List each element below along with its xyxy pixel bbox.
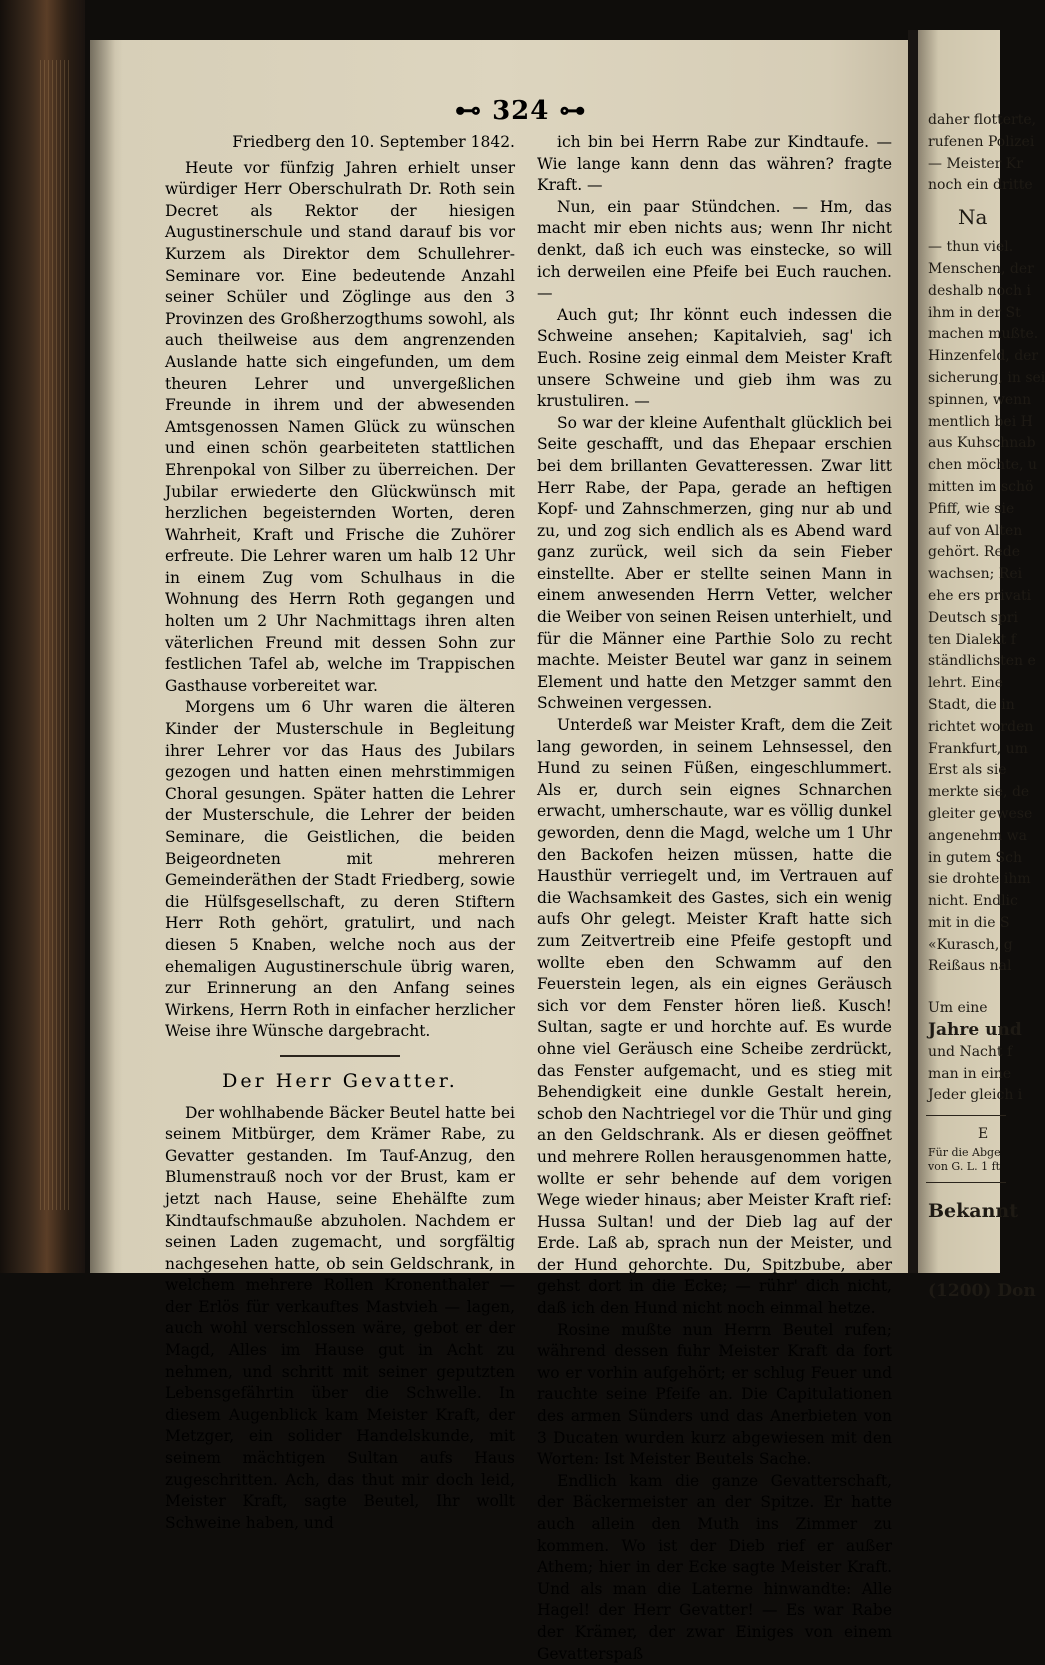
facing-middle-lines: [918, 237, 1045, 978]
paragraph: Unterdeß war Meister Kraft, dem die Zeit lang geworden, in seinem Lehnsessel, den Hund zu seinen Füßen, eingeschlummert. Als er, durch sein eignes Schnarchen erwacht, umherschaute, war es völlig dunkel geworden, denn die Magd, welche um 1 Uhr den Backofen heizen müssen, hatte die Hausthür verriegelt und, im Vertrauen auf die Wachsamkeit des Gastes, sich ein wenig aufs Ohr gelegt. Meister Kraft hatte sich zum Zeitvertreib eine Pfeife gestopft und wollte eben den Schwamm auf den Feuerstein legen, als ein eignes Geräusch sich vor dem Fenster hören ließ. Kusch! Sultan, sagte er und horchte auf. Es wurde ohne viel Geräusch eine Scheibe zerdrückt, das Fenster aufgemacht, und es stieg mit Behendigkeit eine dunkle Gestalt herein, schob den Nachtriegel vor die Thür und ging an den Geldschrank. Als er diesen geöffnet und mehrere Rollen herausgenommen hatte, wollte er sehr behende auf dem vorigen Wege wieder hinaus; aber Meister Kraft rief: Hussa Sultan! und der Dieb lag auf der Erde. Laß ab, sprach nun der Meister, und der Hund gehorchte. Du, Spitzbube, aber gehst dort in die Ecke; — rühr' dich nicht, daß ich den Hund nicht noch einmal hetze.: [537, 716, 892, 1318]
facing-divider: [926, 1182, 1006, 1183]
facing-line: daher flotterte,: [928, 112, 1037, 128]
paragraph: Morgens um 6 Uhr waren die älteren Kinder der Musterschule in Begleitung ihrer Lehrer vor das Haus des Jubilars gezogen und hatten einen mehrstimmigen Choral gesungen. Später hatten die Lehrer der Musterschule, die Lehrer der beiden Seminare, die Geistlichen, die beiden Beigeordneten mit mehreren Gemeinderäthen der Stadt Friedberg, sowie die Hülfsgesellschaft, zu deren Stiftern Herr Roth gehört, gratulirt, und nach diesen 5 Knaben, welche noch aus der ehemaligen Augustinerschule übrig waren, zur Erinnerung an den Anfang seines Wirkens, Herrn Roth in einfacher herzlicher Weise ihre Wünsche dargebracht.: [165, 698, 515, 1041]
facing-line: Menschen, der: [928, 260, 1034, 277]
paragraph: So war der kleine Aufenthalt glücklich bei Seite geschafft, und das Ehepaar erschien bei dem brillanten Gevatteressen. Zwar litt Herr Rabe, der Papa, gerade an heftigen Kopf- und Zahnschmerzen, ging nur ab und zu, und zog sich endlich als es Abend ward ganz zurück, weil sich da sein Fieber einstellte. Aber er stellte seinen Mann in einem anwesenden Herrn Vetter, welcher die Weiber von seinen Reisen unterhielt, und für die Männer eine Parthie Solo zu recht machte. Meister Beutel war ganz in seinem Element und hatte den Metzger sammt den Schweinen vergessen.: [537, 413, 892, 713]
facing-line: von G. L. 1 ft: [928, 1160, 1001, 1174]
facing-line: ihm in der St: [928, 304, 1021, 321]
page-fold-shadow: [90, 40, 115, 1273]
facing-line: lehrt. Eine: [928, 675, 1003, 692]
facing-page: [918, 30, 1045, 1302]
facing-line: angenehm wa: [928, 827, 1027, 844]
page-header: [455, 96, 586, 126]
facing-line: nicht. Endlic: [928, 893, 1018, 910]
facing-line: wachsen; Rei: [928, 566, 1023, 583]
facing-line: mentlich bei H: [928, 413, 1033, 430]
facing-line: E: [978, 1126, 989, 1143]
right-column: [537, 132, 892, 1665]
facing-line: sie drohte ihm: [928, 871, 1031, 888]
facing-line: — thun viel.: [928, 239, 1014, 256]
facing-line: Frankfurt, um: [928, 740, 1028, 757]
facing-notice: (1200) Don: [928, 1281, 1036, 1302]
facing-line: Pfiff, wie sie: [928, 500, 1015, 517]
facing-line: noch ein dritte: [928, 177, 1033, 194]
header-ornament-right: ⊶: [559, 96, 587, 126]
facing-line: Für die Abge: [928, 1146, 1001, 1160]
facing-line: aus Kuhschnab: [928, 435, 1036, 452]
facing-line: auf von Alten: [928, 522, 1023, 539]
facing-line: Jeder gleich i: [928, 1087, 1023, 1104]
section-divider: [280, 1055, 400, 1057]
paragraph: Rosine mußte nun Herrn Beutel rufen; während dessen fuhr Meister Kraft da fort wo er vorhin aufgehört; er schlug Feuer und rauchte seine Pfeife an. Die Capitulationen des armen Sünders und das Anerbieten von 3 Ducaten wurden kurz abgewiesen mit den Worten: Ist Meister Beutels Sache.: [537, 1320, 892, 1469]
facing-line: gleiter gewese: [928, 805, 1033, 822]
facing-line: gehört. Rede: [928, 544, 1020, 561]
facing-divider: [926, 1115, 1006, 1116]
facing-line: in gutem Sch: [928, 849, 1023, 866]
book-spine: [0, 0, 85, 1273]
paragraph: ich bin bei Herrn Rabe zur Kindtaufe. — Wie lange kann denn das währen? fragte Kraft. —: [537, 133, 892, 195]
facing-line: Deutsch spri: [928, 609, 1018, 626]
facing-line: machen mußte.: [928, 326, 1039, 343]
facing-line: Jahre und: [928, 1020, 1022, 1041]
facing-line: chen möchte, u: [928, 457, 1037, 474]
facing-line: ten Dialekt f: [928, 631, 1016, 648]
facing-line: «Kurasch, g: [928, 936, 1013, 953]
dateline: Friedberg den 10. September 1842.: [232, 133, 515, 151]
header-ornament-left: ⊷: [455, 96, 482, 126]
facing-line: ständlichsten e: [928, 653, 1036, 670]
facing-line: richtet worden: [928, 718, 1034, 735]
page-edges: [40, 60, 70, 1210]
facing-line: Stadt, die in: [928, 696, 1015, 713]
facing-line: Erst als sie: [928, 762, 1007, 779]
facing-line: Hinzenfeld, der: [928, 348, 1039, 365]
facing-line: Um eine: [928, 1000, 988, 1017]
facing-heading: Na: [958, 205, 988, 230]
facing-line: rufenen Polizei: [928, 133, 1035, 150]
facing-line: ehe ers privati: [928, 587, 1032, 604]
left-column: [165, 132, 515, 1534]
page-number: 324: [492, 96, 550, 126]
paragraph: Endlich kam die ganze Gevatterschaft, der Bäckermeister an der Spitze. Er hatte auch allein den Muth ins Zimmer zu kommen. Wo ist der Dieb rief er außer Athem; hier in der Ecke sagte Meister Kraft. Und als man die Laterne hinwandte: Alle Hagel! der Herr Gevatter! — Es war Rabe der Krämer, der zwar Einiges von einem Gevatterspaß: [537, 1471, 892, 1663]
facing-line: und Nacht f: [928, 1043, 1013, 1060]
facing-line: sicherung, in sei: [928, 369, 1045, 386]
facing-line: man in eine: [928, 1065, 1012, 1082]
facing-line: merkte sie, de: [928, 784, 1030, 801]
paragraph: Nun, ein paar Stündchen. — Hm, das macht mir eben nichts aus; wenn Ihr nicht denkt, daß ich euch was einstecke, so will ich derweilen eine Pfeife bei Euch rauchen. —: [537, 197, 892, 303]
facing-heading-bekannt: Bekannt: [928, 1200, 1019, 1223]
facing-line: mitten im schö: [928, 478, 1034, 495]
facing-line: deshalb noch i: [928, 282, 1031, 299]
paragraph: Der wohlhabende Bäcker Beutel hatte bei seinem Mitbürger, dem Krämer Rabe, zu Gevatter gestanden. Im Tauf-Anzug, den Blumenstrauß noch vor der Brust, kam er jetzt nach Hause, seine Ehehälfte zum Kindtaufschmauße abzuholen. Nachdem er seinen Laden zugemacht, und sorgfältig nachgesehen hatte, ob sein Geldschrank, in welchem mehrere Rollen Kronenthaler — der Erlös für verkauftes Mastvieh — lagen, auch wohl verschlossen wäre, gebot er der Magd, Alles im Hause gut in Acht zu nehmen, und schritt mit seiner geputzten Lebensgefährtin über die Schwelle. In diesem Augenblick kam Meister Kraft, der Metzger, ein solider Handelskunde, mit seinem mächtigen Sultan aufs Haus zugeschritten. Ach, das thut mir doch leid, Meister Kraft, sagte Beutel, Ihr wollt Schweine haben, und: [165, 1103, 515, 1532]
paragraph: Auch gut; Ihr könnt euch indessen die Schweine ansehen; Kapitalvieh, sag' ich Euch. Rosine zeig einmal dem Meister Kraft unsere Schweine und gieb ihm was zu krustuliren. —: [537, 305, 892, 411]
paragraph: Heute vor fünfzig Jahren erhielt unser würdiger Herr Oberschulrath Dr. Roth sein Decret als Rektor der hiesigen Augustinerschule und stand darauf bis vor Kurzem als Direktor dem Schullehrer-Seminare vor. Eine bedeutende Anzahl seiner Schüler und Zöglinge aus den 3 Provinzen des Großherzogthums sowohl, als auch theilweise aus dem angrenzenden Auslande hatte sich eingefunden, um dem theuren Lehrer und unvergeßlichen Freunde in ihrem und der abwesenden Amtsgenossen Namen Glück zu wünschen und einen schön gearbeiteten stattlichen Ehrenpokal von Silber zu überreichen. Der Jubilar erwiederte den Glückwünsch mit herzlichen begeisternden Worten, deren Wahrheit, Kraft und Frische die Zuhörer erfreute. Die Lehrer waren um halb 12 Uhr in einem Zug vom Schulhaus in die Wohnung des Herrn Roth gegangen und holten um 2 Uhr Nachmittags ihren alten väterlichen Freund mit dessen Sohn zur festlichen Tafel ab, welche im Trappischen Gasthause vorbereitet war.: [165, 158, 515, 695]
facing-line: — Meister Kr: [928, 155, 1023, 172]
facing-line: mit in die S: [928, 914, 1010, 931]
section-title: Der Herr Gevatter.: [222, 1069, 458, 1092]
facing-line: Reißaus nal: [928, 958, 1012, 975]
facing-line: spinnen, wenn: [928, 391, 1032, 408]
